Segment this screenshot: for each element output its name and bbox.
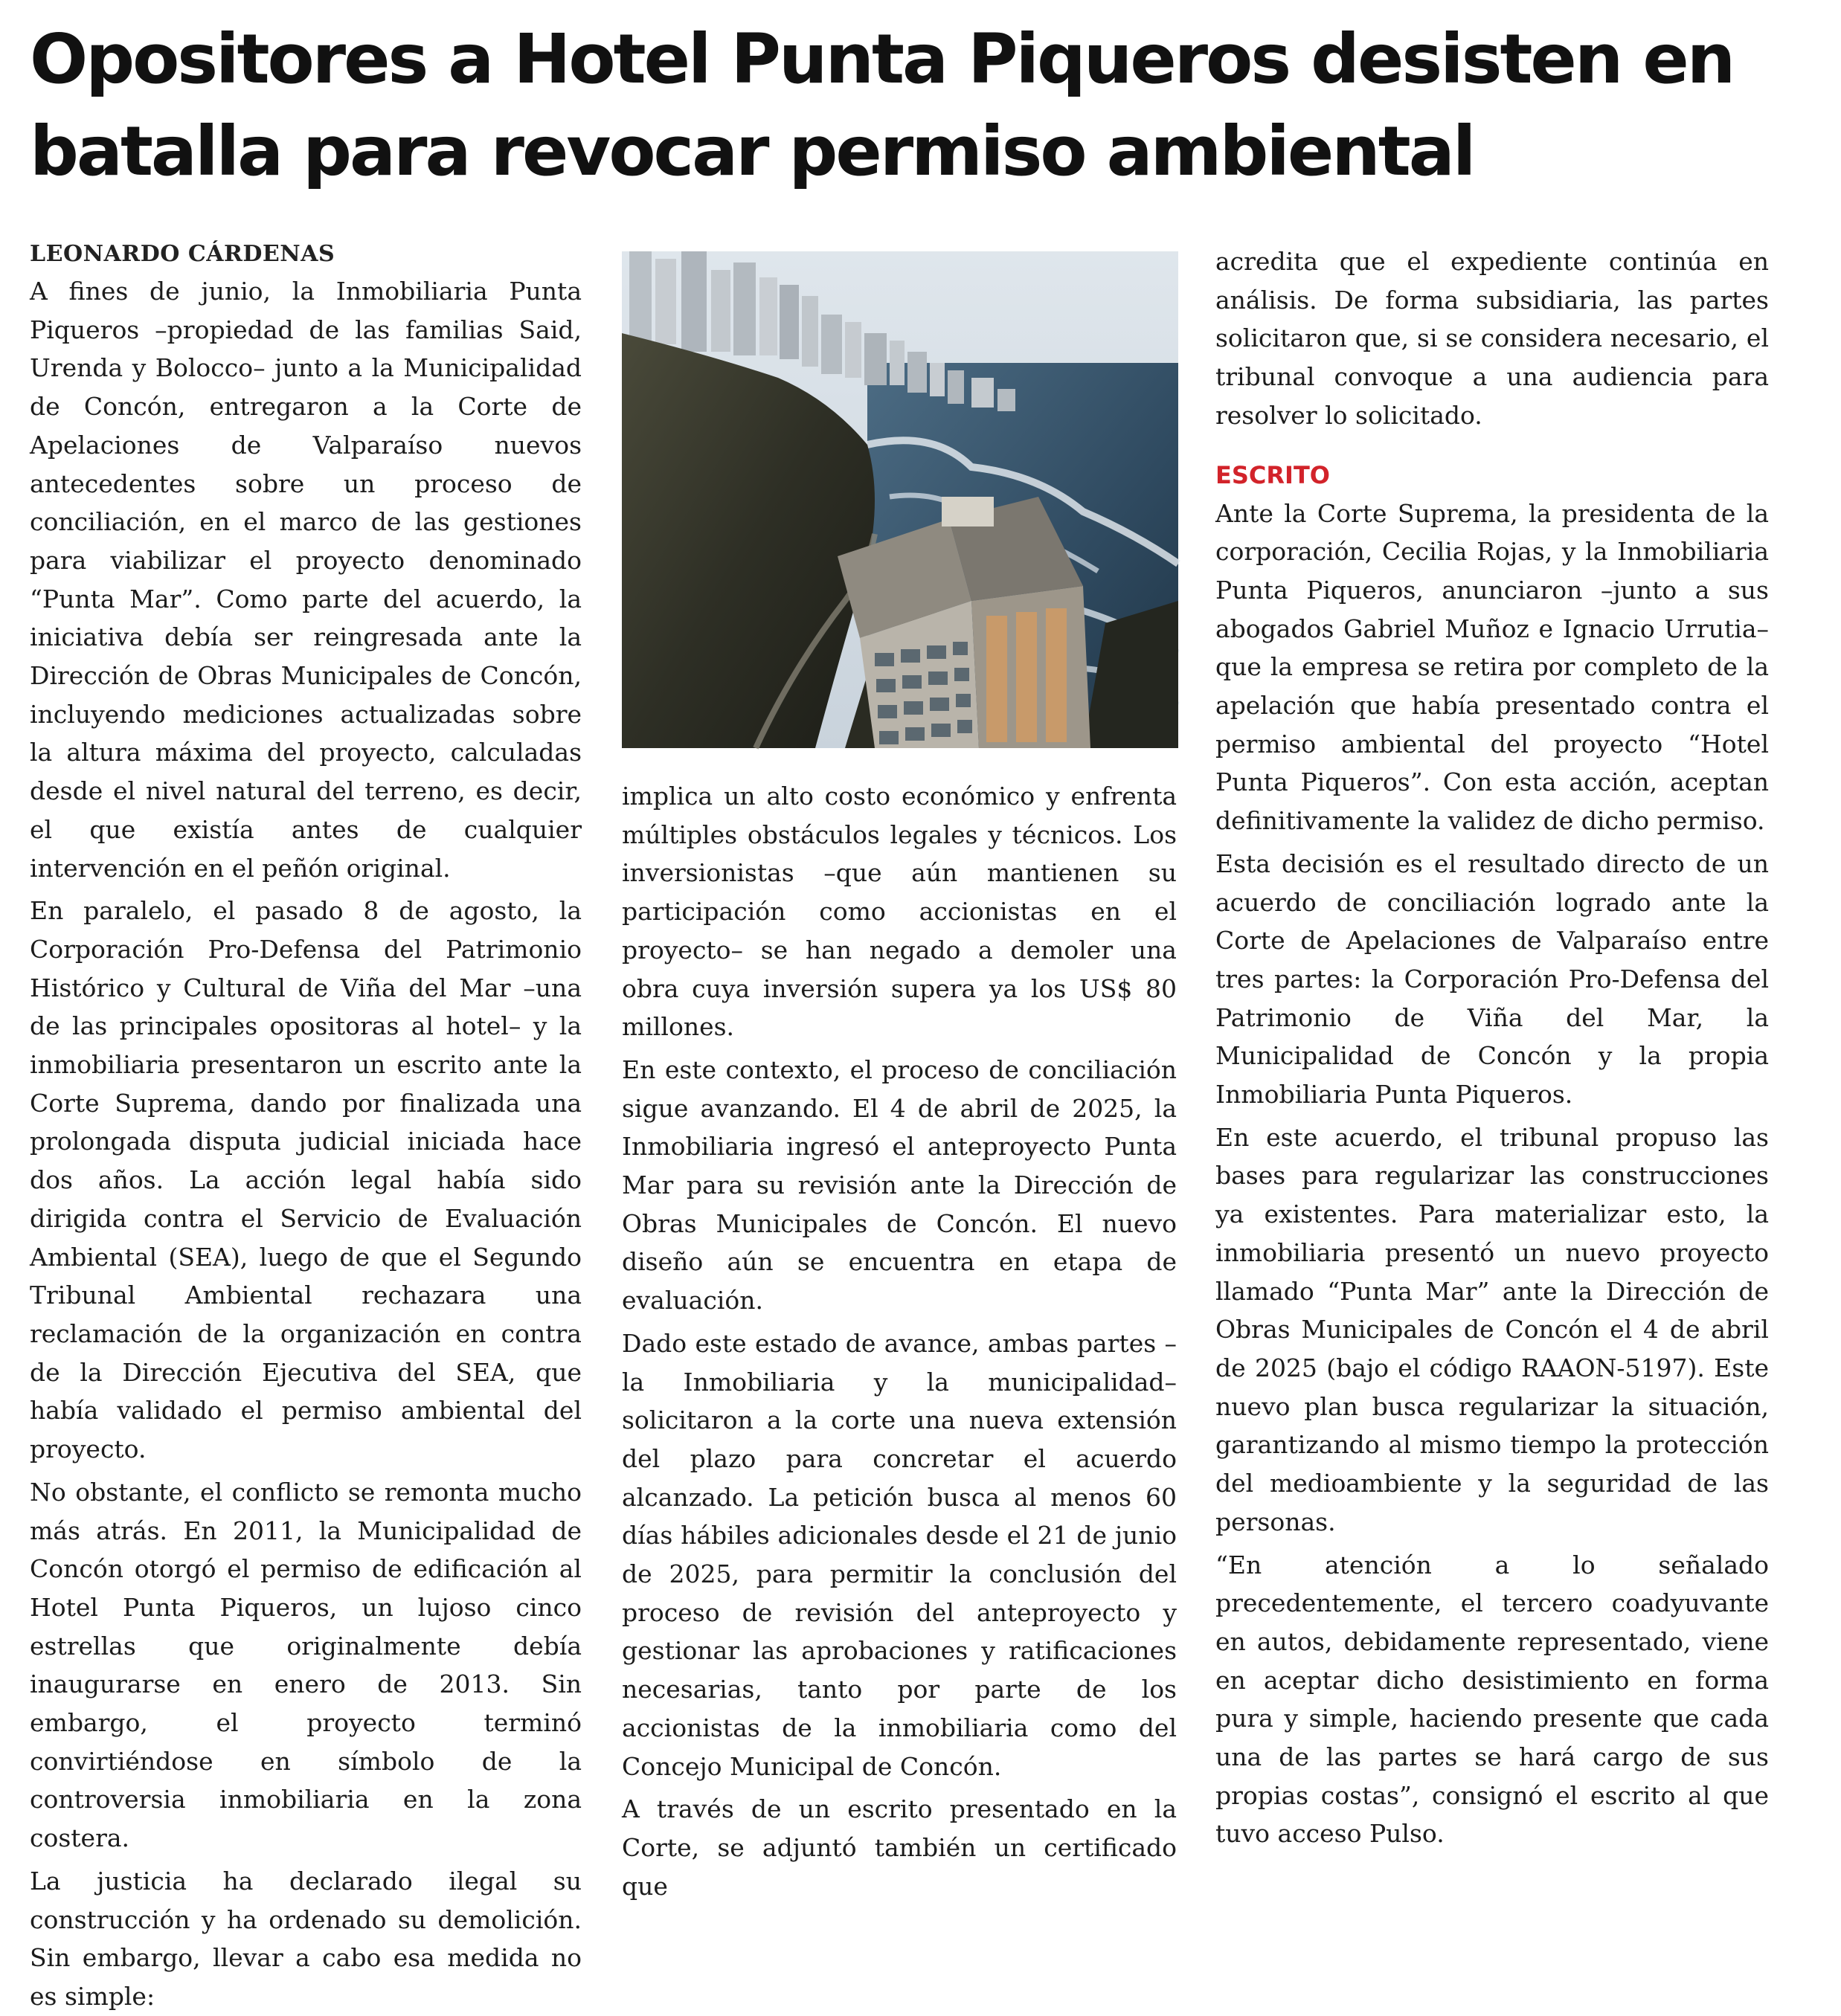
paragraph: En este acuerdo, el tribunal propuso las bases para regularizar las construcciones ya existentes. Para materializar esto, la inmobiliaria presentó un nuevo proyecto llamado “Punta Mar” ante la Dirección de Obras Municipales de Concón el 4 de abril de 2025 (bajo el código RAAON-5197). Este nuevo plan busca regularizar la situación, garantizando al mismo tiempo la protección del medioambiente y la seguridad de las personas. [1215, 1122, 1769, 1536]
paragraph: No obstante, el conflicto se remonta mucho más atrás. En 2011, la Municipalidad de Concón otorgó el permiso de edificación al Hotel Punta Piqueros, un lujoso cinco estrellas que originalmente debía inaugurarse en enero de 2013. Sin embargo, el proyecto terminó convirtiéndose en símbolo de la controversia inmobiliaria en la zona costera. [30, 1477, 582, 1853]
article-byline: LEONARDO CÁRDENAS [30, 241, 335, 267]
paragraph: Esta decisión es el resultado directo de un acuerdo de conciliación logrado ante la Corte de Apelaciones de Valparaíso entre tres partes: la Corporación Pro-Defensa del Patrimonio de Viña del Mar, la Municipalidad de Concón y la propia Inmobiliaria Punta Piqueros. [1215, 848, 1769, 1110]
paragraph: En paralelo, el pasado 8 de agosto, la Corporación Pro-Defensa del Patrimonio Histórico y Cultural de Viña del Mar –una de las principales opositoras al hotel– y la inmobiliaria presentaron un escrito ante la Corte Suprema, dando por finalizada una prolongada disputa judicial iniciada hace dos años. La acción legal había sido dirigida contra el Servicio de Evaluación Ambiental (SEA), luego de que el Segundo Tribunal Ambiental rechazara una reclamación de la organización en contra de la Dirección Ejecutiva del SEA, que había validado el permiso ambiental del proyecto. [30, 896, 582, 1464]
paragraph: “En atención a lo señalado precedentemente, el tercero coadyuvante en autos, debidamente representado, viene en aceptar dicho desistimiento en forma pura y simple, haciendo presente que cada una de las partes se hará cargo de sus propias costas”, consignó el escrito al que tuvo acceso Pulso. [1215, 1550, 1769, 1849]
paragraph: implica un alto costo económico y enfrenta múltiples obstáculos legales y técnicos. Los inversionistas –que aún mantienen su participación como accionistas en el proyecto– se han negado a demoler una obra cuya inversión supera ya los US$ 80 millones. [622, 782, 1177, 1042]
section-subhead: ESCRITO [1215, 460, 1330, 489]
paragraph: La justicia ha declarado ilegal su construcción y ha ordenado su demolición. Sin embargo, llevar a cabo esa medida no es simple: [30, 1866, 582, 2011]
paragraph: Ante la Corte Suprema, la presidenta de la corporación, Cecilia Rojas, y la Inmobiliaria Punta Piqueros, anunciaron –junto a sus abogados Gabriel Muñoz e Ignacio Urrutia– que la empresa se retira por completo de la apelación que había presentado contra el permiso ambiental del proyecto “Hotel Punta Piqueros”. Con esta acción, aceptan definitivamente la validez de dicho permiso. [1215, 498, 1769, 836]
hotel-photo [622, 251, 1178, 748]
paragraph: Dado este estado de avance, ambas partes –la Inmobiliaria y la municipalidad– solicitaron a la corte una nueva extensión del plazo para concretar el acuerdo alcanzado. La petición busca al menos 60 días hábiles adicionales desde el 21 de junio de 2025, para permitir la conclusión del proceso de revisión del anteproyecto y gestionar las aprobaciones y ratificaciones necesarias, tanto por parte de los accionistas de la inmobiliaria como del Concejo Municipal de Concón. [622, 1328, 1177, 1781]
paragraph: acredita que el expediente continúa en análisis. De forma subsidiaria, las partes solicitaron que, si se considera necesario, el tribunal convoque a una audiencia para resolver lo solicitado. [1215, 247, 1769, 430]
paragraph: En este contexto, el proceso de conciliación sigue avanzando. El 4 de abril de 2025, la Inmobiliaria ingresó el anteproyecto Punta Mar para su revisión ante la Dirección de Obras Municipales de Concón. El nuevo diseño aún se encuentra en etapa de evaluación. [622, 1054, 1177, 1315]
article-column-1 [30, 236, 582, 2011]
article-column-2 [622, 777, 1177, 1901]
paragraph: A fines de junio, la Inmobiliaria Punta Piqueros –propiedad de las familias Said, Urenda y Bolocco– junto a la Municipalidad de Concón, entregaron a la Corte de Apelaciones de Valparaíso nuevos antecedentes sobre un proceso de conciliación, en el marco de las gestiones para viabilizar el proyecto denominado “Punta Mar”. Como parte del acuerdo, la iniciativa debía ser reingresada ante la Dirección de Obras Municipales de Concón, incluyendo mediciones actualizadas sobre la altura máxima del proyecto, calculadas desde el nivel natural del terreno, es decir, el que existía antes de cualquier intervención en el peñón original. [30, 277, 582, 883]
paragraph: A través de un escrito presentado en la Corte, se adjuntó también un certificado que [622, 1794, 1177, 1901]
article-column-3 [1215, 242, 1769, 1849]
article-headline: Opositores a Hotel Punta Piqueros desisten en batalla para revocar permiso ambiental [30, 19, 1734, 191]
